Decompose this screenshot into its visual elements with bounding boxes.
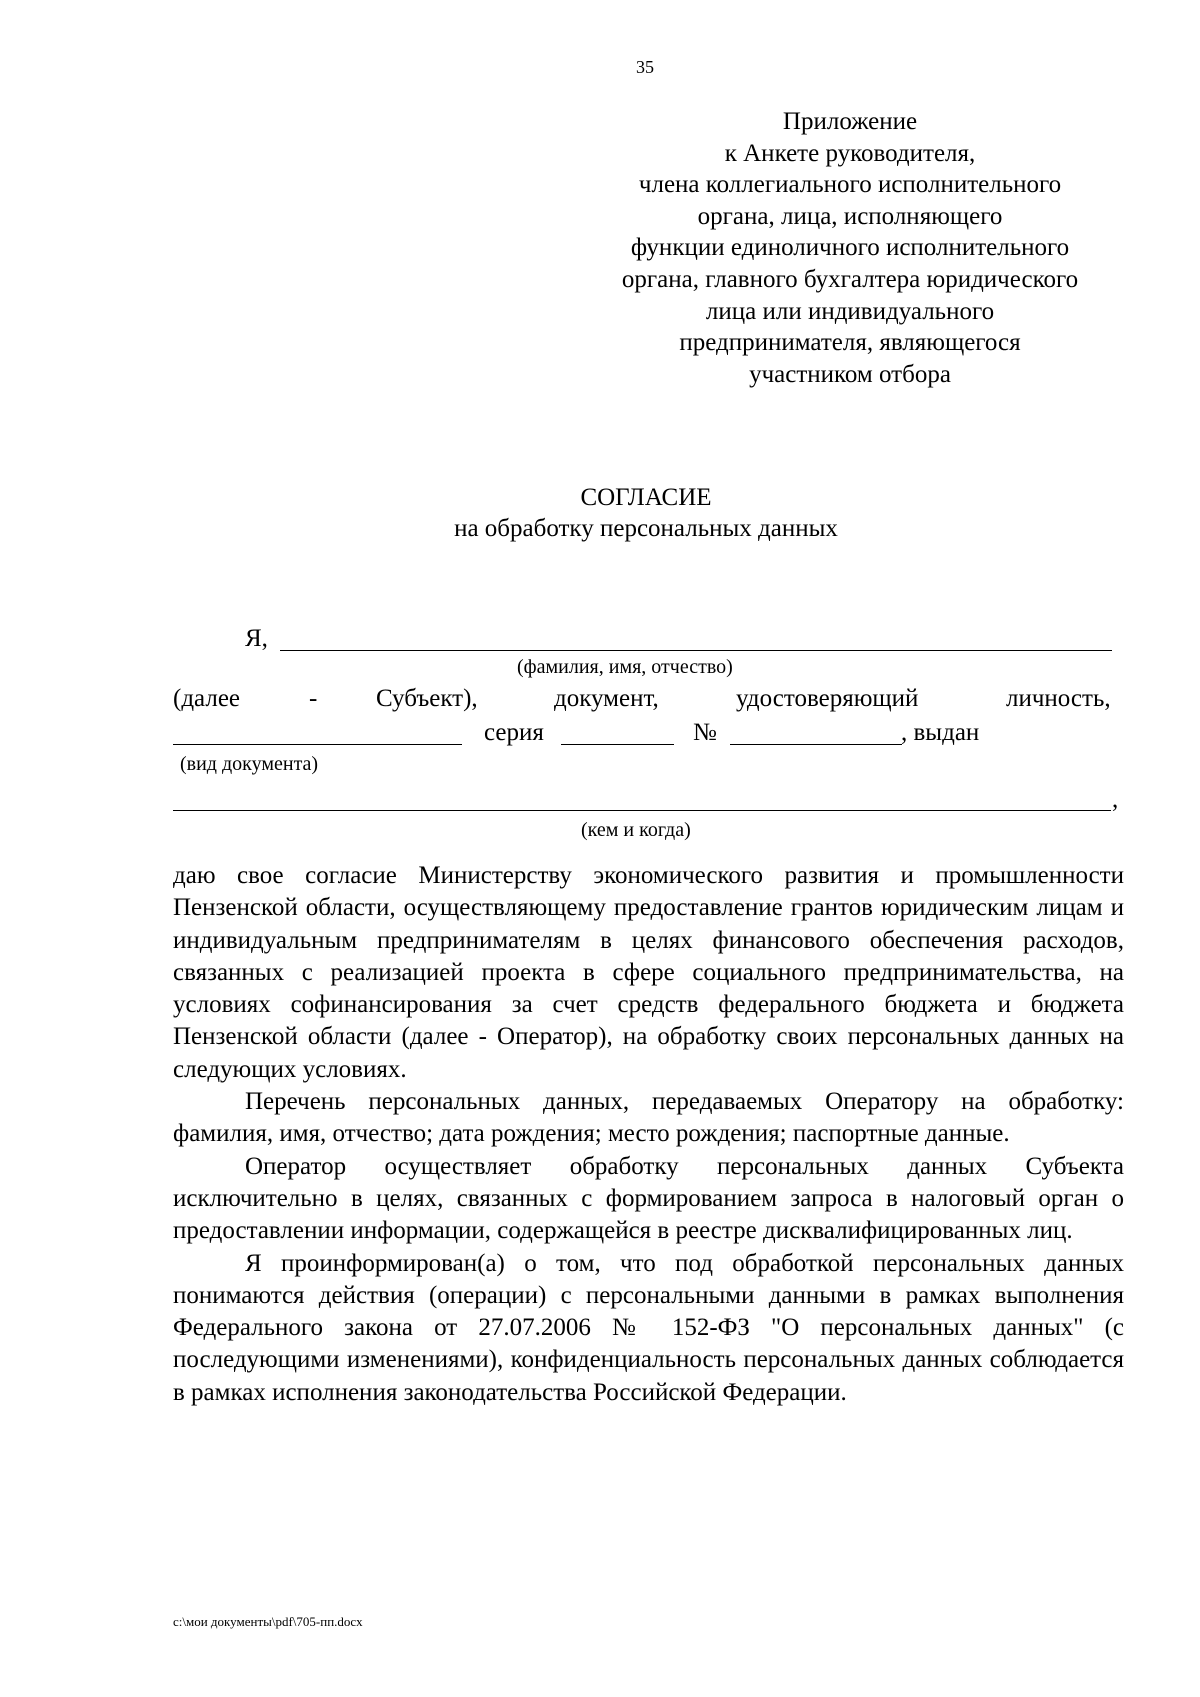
fio-field-line	[280, 650, 1112, 651]
appendix-line: функции единоличного исполнительного	[630, 234, 1070, 262]
appendix-line: Приложение	[782, 108, 918, 135]
purpose-paragraph: Оператор осуществляет обработку персональных данных Субъекта исключительно в целях, связанных с формированием запроса в налоговый орган о предоставлении информации, содержащейся в реестре дисквалифицированных лиц.	[173, 1152, 1124, 1245]
doc-type-field-line	[173, 744, 462, 745]
series-label: серия	[484, 719, 544, 746]
number-label: №	[693, 719, 717, 746]
comma-label: ,	[1112, 786, 1119, 813]
certifying-label: удостоверяющий	[736, 685, 919, 712]
appendix-line: органа, лица, исполняющего	[697, 202, 1003, 230]
appendix-line: члена коллегиального исполнительного	[638, 171, 1062, 199]
appendix-line: к Анкете руководителя,	[724, 139, 976, 167]
identity-label: личность,	[1006, 685, 1111, 712]
appendix-line: лица или индивидуального	[705, 297, 995, 325]
issued-label: , выдан	[901, 719, 980, 746]
data-list-paragraph: Перечень персональных данных, передаваемых Оператору на обработку: фамилия, имя, отчество; дата рождения; место рождения; паспортные данные.	[173, 1088, 1124, 1148]
i-label: Я,	[245, 625, 268, 652]
issued-by-caption: (кем и когда)	[581, 819, 691, 841]
page-number: 35	[636, 57, 654, 77]
document-subtitle: на обработку персональных данных	[454, 515, 838, 542]
doc-type-caption: (вид документа)	[180, 753, 319, 775]
issued-by-field-line	[173, 810, 1111, 811]
footer-file-path: c:\мои документы\pdf\705-пп.docx	[173, 1614, 363, 1629]
series-field-line	[561, 744, 674, 745]
document-title: СОГЛАСИЕ	[580, 484, 712, 511]
appendix-line: участником отбора	[749, 360, 951, 388]
appendix-block	[540, 106, 1160, 390]
subject-label: Субъект),	[376, 685, 478, 712]
dash-label: -	[309, 685, 318, 712]
informed-paragraph: Я проинформирован(а) о том, что под обработкой персональных данных понимаются действия (операции) с персональными данными в рамках выполнения Федерального закона от 27.07.2006 № 152-ФЗ "О персональных данных" (с последующими изменениями), конфиденциальность персональных данных соблюдается в рамках исполнения законодательства Российской Федерации.	[173, 1249, 1124, 1406]
document-label: документ,	[554, 685, 659, 712]
appendix-line: органа, главного бухгалтера юридического	[621, 265, 1079, 293]
body-text	[173, 860, 1124, 1409]
appendix-line: предпринимателя, являющегося	[679, 329, 1021, 357]
consent-paragraph: даю свое согласие Министерству экономического развития и промышленности Пензенской области, осуществляющему предоставление грантов юридическим лицам и индивидуальным предпринимателям в целях финансового обеспечения расходов, связанных с реализацией проекта в сфере социального предпринимательства, на условиях софинансирования за счет средств федерального бюджета и бюджета Пензенской области (далее - Оператор), на обработку своих персональных данных на следующих условиях.	[173, 862, 1124, 1083]
number-field-line	[730, 744, 902, 745]
further-label: (далее	[173, 685, 241, 712]
fio-caption: (фамилия, имя, отчество)	[517, 656, 733, 678]
